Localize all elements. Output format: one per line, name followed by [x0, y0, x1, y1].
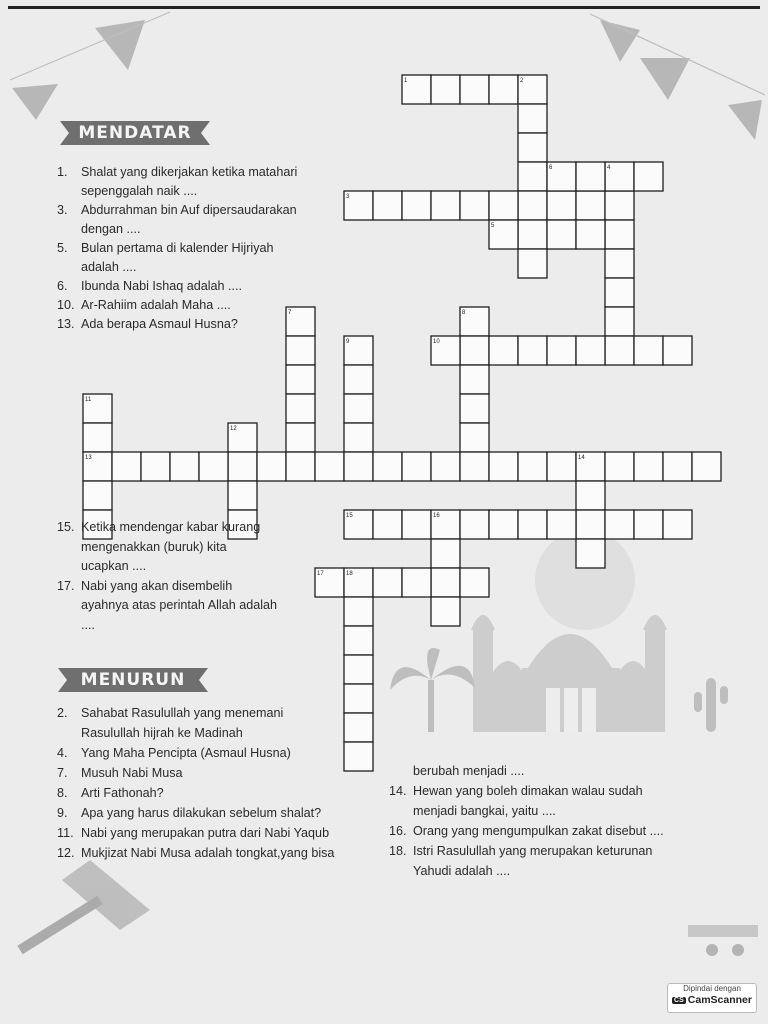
- clue-number: 5.: [57, 241, 68, 255]
- clue-item: [389, 842, 652, 861]
- clue-item: [57, 277, 242, 296]
- crossword-cell[interactable]: [373, 568, 402, 597]
- crossword-cell[interactable]: [112, 452, 141, 481]
- crossword-cell[interactable]: [83, 423, 112, 452]
- clue-text: ayahnya atas perintah Allah adalah: [81, 598, 278, 612]
- crossword-cell[interactable]: [373, 452, 402, 481]
- clue-text: sepenggalah naik ....: [81, 184, 198, 198]
- clue-text: Orang yang mengumpulkan zakat disebut ....: [413, 824, 664, 838]
- cell-number: 6: [549, 165, 553, 171]
- clue-item: [57, 784, 164, 803]
- clue-item: [389, 862, 510, 881]
- mosque-illustration: [471, 530, 667, 732]
- crossword-cell[interactable]: [373, 510, 402, 539]
- clue-number: 12.: [57, 846, 75, 860]
- crossword-cell[interactable]: [344, 365, 373, 394]
- crossword-cell[interactable]: [518, 249, 547, 278]
- crossword-cell[interactable]: [344, 394, 373, 423]
- crossword-cell[interactable]: [605, 278, 634, 307]
- crossword-cell[interactable]: [431, 191, 460, 220]
- clue-text: Musuh Nabi Musa: [81, 766, 183, 780]
- cell-number: 4: [607, 165, 611, 171]
- crossword-cell[interactable]: [257, 452, 286, 481]
- clue-item: [57, 518, 260, 537]
- cell-number: 12: [230, 426, 237, 432]
- clue-item: [57, 258, 136, 277]
- crossword-cell[interactable]: [460, 568, 489, 597]
- crossword-cell[interactable]: [402, 191, 431, 220]
- clue-text: Shalat yang dikerjakan ketika matahari: [81, 165, 298, 179]
- crossword-cell[interactable]: [286, 452, 315, 481]
- crossword-cell[interactable]: [489, 75, 518, 104]
- clue-item: [57, 296, 231, 315]
- palm-tree-illustration: [390, 648, 475, 732]
- crossword-cell[interactable]: [199, 452, 228, 481]
- crossword-cell[interactable]: [518, 162, 547, 191]
- crossword-cell[interactable]: [402, 452, 431, 481]
- mendatar-banner: [60, 121, 210, 145]
- clue-item: [57, 804, 321, 823]
- crossword-cell[interactable]: [605, 191, 634, 220]
- crossword-cell[interactable]: [576, 481, 605, 510]
- clue-number: 16.: [389, 824, 407, 838]
- crossword-cell[interactable]: [373, 191, 402, 220]
- clue-number: 18.: [389, 844, 407, 858]
- clue-number: 3.: [57, 203, 68, 217]
- clue-text: Ketika mendengar kabar kurang: [81, 520, 261, 534]
- clue-number: 7.: [57, 766, 68, 780]
- menurun-title: MENURUN: [80, 670, 186, 690]
- clue-item: [57, 844, 334, 863]
- crossword-cell[interactable]: [344, 626, 373, 655]
- clue-item: [57, 182, 197, 201]
- lantern-illustration: [20, 860, 150, 950]
- clue-text: ucapkan ....: [81, 559, 147, 573]
- clue-text: berubah menjadi ....: [413, 764, 525, 778]
- clue-text: Nabi yang merupakan putra dari Nabi Yaqub: [81, 826, 330, 840]
- clue-number: 10.: [57, 298, 75, 312]
- crossword-cell[interactable]: [634, 510, 663, 539]
- clue-number: 14.: [389, 784, 407, 798]
- crossword-cell[interactable]: [431, 452, 460, 481]
- cell-number: 5: [491, 223, 495, 229]
- crossword-cell[interactable]: [634, 336, 663, 365]
- clue-number: 2.: [57, 706, 68, 720]
- clue-number: 17.: [57, 578, 75, 593]
- clue-item: [57, 704, 283, 723]
- crossword-cell[interactable]: [228, 481, 257, 510]
- crossword-cell[interactable]: [605, 452, 634, 481]
- cactus-illustration: [694, 678, 728, 732]
- clue-item: [57, 163, 297, 182]
- clue-text: ....: [81, 617, 95, 632]
- crossword-cell[interactable]: [344, 713, 373, 742]
- clue-text: Apa yang harus dilakukan sebelum shalat?: [81, 806, 322, 820]
- crossword-cell[interactable]: [576, 220, 605, 249]
- crossword-cell[interactable]: [344, 684, 373, 713]
- crossword-cell[interactable]: [489, 191, 518, 220]
- crossword-cell[interactable]: [547, 336, 576, 365]
- clue-item: [389, 782, 643, 801]
- crossword-cell[interactable]: [663, 452, 692, 481]
- crossword-cell[interactable]: [605, 336, 634, 365]
- crossword-cell[interactable]: [460, 510, 489, 539]
- crossword-cell[interactable]: [431, 597, 460, 626]
- clue-text: Yang Maha Pencipta (Asmaul Husna): [81, 746, 291, 760]
- clue-text: Abdurrahman bin Auf dipersaudarakan: [81, 203, 297, 217]
- crossword-cell[interactable]: [518, 220, 547, 249]
- menurun-banner: [58, 668, 208, 692]
- clue-item: [389, 802, 556, 821]
- clue-text: adalah ....: [81, 260, 137, 274]
- crossword-cell[interactable]: [286, 394, 315, 423]
- cell-number: 13: [85, 455, 92, 461]
- cell-number: 11: [85, 397, 92, 403]
- crossword-cell[interactable]: [576, 162, 605, 191]
- crossword-cell[interactable]: [460, 191, 489, 220]
- clue-item: [57, 239, 274, 258]
- cell-number: 3: [346, 194, 350, 200]
- crossword-cell[interactable]: [576, 510, 605, 539]
- crossword-cell[interactable]: [634, 452, 663, 481]
- crossword-cell[interactable]: [518, 191, 547, 220]
- clue-item: [57, 557, 146, 576]
- bunting-flag: [600, 20, 640, 62]
- clue-number: 15.: [57, 520, 75, 534]
- crossword-cell[interactable]: [547, 510, 576, 539]
- crossword-cell[interactable]: [344, 742, 373, 771]
- cell-number: 2: [520, 78, 524, 84]
- corner-decoration: [688, 925, 758, 956]
- crossword-cell[interactable]: [547, 191, 576, 220]
- cell-number: 8: [462, 310, 466, 316]
- crossword-cell[interactable]: [663, 336, 692, 365]
- crossword-cell[interactable]: [460, 394, 489, 423]
- crossword-cell[interactable]: [518, 336, 547, 365]
- clue-text: Nabi yang akan disembelih: [81, 578, 233, 593]
- clue-item: [57, 744, 291, 763]
- crossword-cell[interactable]: [692, 452, 721, 481]
- crossword-cell[interactable]: [431, 75, 460, 104]
- clue-number: 4.: [57, 746, 68, 760]
- crossword-cell[interactable]: [286, 365, 315, 394]
- crossword-cell[interactable]: [431, 568, 460, 597]
- crossword-cell[interactable]: [344, 452, 373, 481]
- watermark-brand: CamScanner: [687, 994, 752, 1006]
- crossword-cell[interactable]: [402, 568, 431, 597]
- clue-text: Mukjizat Nabi Musa adalah tongkat,yang bisa: [81, 846, 335, 860]
- bunting-flag: [640, 58, 690, 100]
- crossword-cell[interactable]: [460, 75, 489, 104]
- clue-text: mengenakkan (buruk) kita: [81, 539, 227, 554]
- cell-number: 7: [288, 310, 292, 316]
- clue-text: dengan ....: [81, 222, 141, 236]
- crossword-cell[interactable]: [489, 510, 518, 539]
- crossword-cell[interactable]: [460, 423, 489, 452]
- crossword-cell[interactable]: [286, 423, 315, 452]
- crossword-cell[interactable]: [460, 452, 489, 481]
- clue-number: 1.: [57, 165, 68, 179]
- crossword-cell[interactable]: [518, 452, 547, 481]
- clue-number: 13.: [57, 317, 75, 331]
- cell-number: 1: [404, 78, 408, 84]
- clue-item: [57, 538, 227, 557]
- cell-number: 14: [578, 455, 585, 461]
- clue-text: Arti Fathonah?: [81, 786, 164, 800]
- crossword-cell[interactable]: [518, 104, 547, 133]
- clue-text: Ibunda Nabi Ishaq adalah ....: [81, 279, 243, 293]
- camscanner-icon: CS: [674, 997, 684, 1004]
- clue-text: Ar-Rahiim adalah Maha ....: [81, 298, 231, 312]
- cell-number: 16: [433, 513, 440, 519]
- crossword-cell[interactable]: [663, 510, 692, 539]
- clue-number: 6.: [57, 279, 68, 293]
- clue-number: 8.: [57, 786, 68, 800]
- crossword-cell[interactable]: [518, 133, 547, 162]
- clue-item: [57, 201, 297, 220]
- crossword-cell[interactable]: [344, 655, 373, 684]
- clue-item: [57, 596, 277, 615]
- clue-text: Istri Rasulullah yang merupakan keturunan: [413, 844, 653, 858]
- clue-text: Ada berapa Asmaul Husna?: [81, 317, 238, 331]
- bunting-flag: [728, 100, 762, 140]
- crossword-cell[interactable]: [315, 452, 344, 481]
- clue-item: [57, 764, 183, 783]
- crossword-cell[interactable]: [489, 452, 518, 481]
- cell-number: 18: [346, 571, 353, 577]
- cell-number: 17: [317, 571, 324, 577]
- clue-text: Yahudi adalah ....: [413, 864, 511, 878]
- clue-item: [389, 762, 524, 781]
- crossword-cell[interactable]: [547, 220, 576, 249]
- clue-item: [57, 616, 95, 635]
- crossword-cell[interactable]: [460, 365, 489, 394]
- crossword-cell[interactable]: [605, 510, 634, 539]
- cell-number: 10: [433, 339, 440, 345]
- clue-text: Rasulullah hijrah ke Madinah: [81, 726, 243, 740]
- crossword-cell[interactable]: [402, 510, 431, 539]
- crossword-cell[interactable]: [576, 336, 605, 365]
- crossword-cell[interactable]: [489, 336, 518, 365]
- crossword-cell[interactable]: [286, 336, 315, 365]
- mendatar-title: MENDATAR: [78, 123, 192, 143]
- crossword-cell[interactable]: [228, 452, 257, 481]
- crossword-cell[interactable]: [605, 249, 634, 278]
- clue-item: [57, 577, 232, 596]
- crossword-cell[interactable]: [605, 220, 634, 249]
- cell-number: 9: [346, 339, 350, 345]
- crossword-cell[interactable]: [83, 481, 112, 510]
- crossword-cell[interactable]: [460, 336, 489, 365]
- crossword-cell[interactable]: [547, 452, 576, 481]
- bunting-flag: [95, 20, 145, 70]
- clue-item: [57, 315, 238, 334]
- crossword-cell[interactable]: [141, 452, 170, 481]
- crossword-cell[interactable]: [576, 539, 605, 568]
- clue-item: [57, 724, 243, 743]
- clue-number: 9.: [57, 806, 68, 820]
- crossword-cell[interactable]: [431, 539, 460, 568]
- clue-item: [57, 824, 329, 843]
- crossword-cell[interactable]: [634, 162, 663, 191]
- clue-text: menjadi bangkai, yaitu ....: [413, 804, 556, 818]
- clue-item: [57, 220, 141, 239]
- clue-text: Hewan yang boleh dimakan walau sudah: [413, 784, 643, 798]
- clue-text: Sahabat Rasulullah yang menemani: [81, 706, 284, 720]
- clue-item: [389, 822, 664, 841]
- clue-text: Bulan pertama di kalender Hijriyah: [81, 241, 274, 255]
- crossword-cell[interactable]: [518, 510, 547, 539]
- clue-number: 11.: [57, 826, 74, 840]
- crossword-cell[interactable]: [344, 423, 373, 452]
- crossword-cell[interactable]: [576, 191, 605, 220]
- cell-number: 15: [346, 513, 353, 519]
- watermark-caption: Dipindai dengan: [683, 984, 741, 993]
- bunting-flag: [12, 84, 58, 120]
- camscanner-watermark: [667, 983, 757, 1013]
- crossword-cell[interactable]: [344, 597, 373, 626]
- crossword-cell[interactable]: [170, 452, 199, 481]
- crossword-cell[interactable]: [605, 307, 634, 336]
